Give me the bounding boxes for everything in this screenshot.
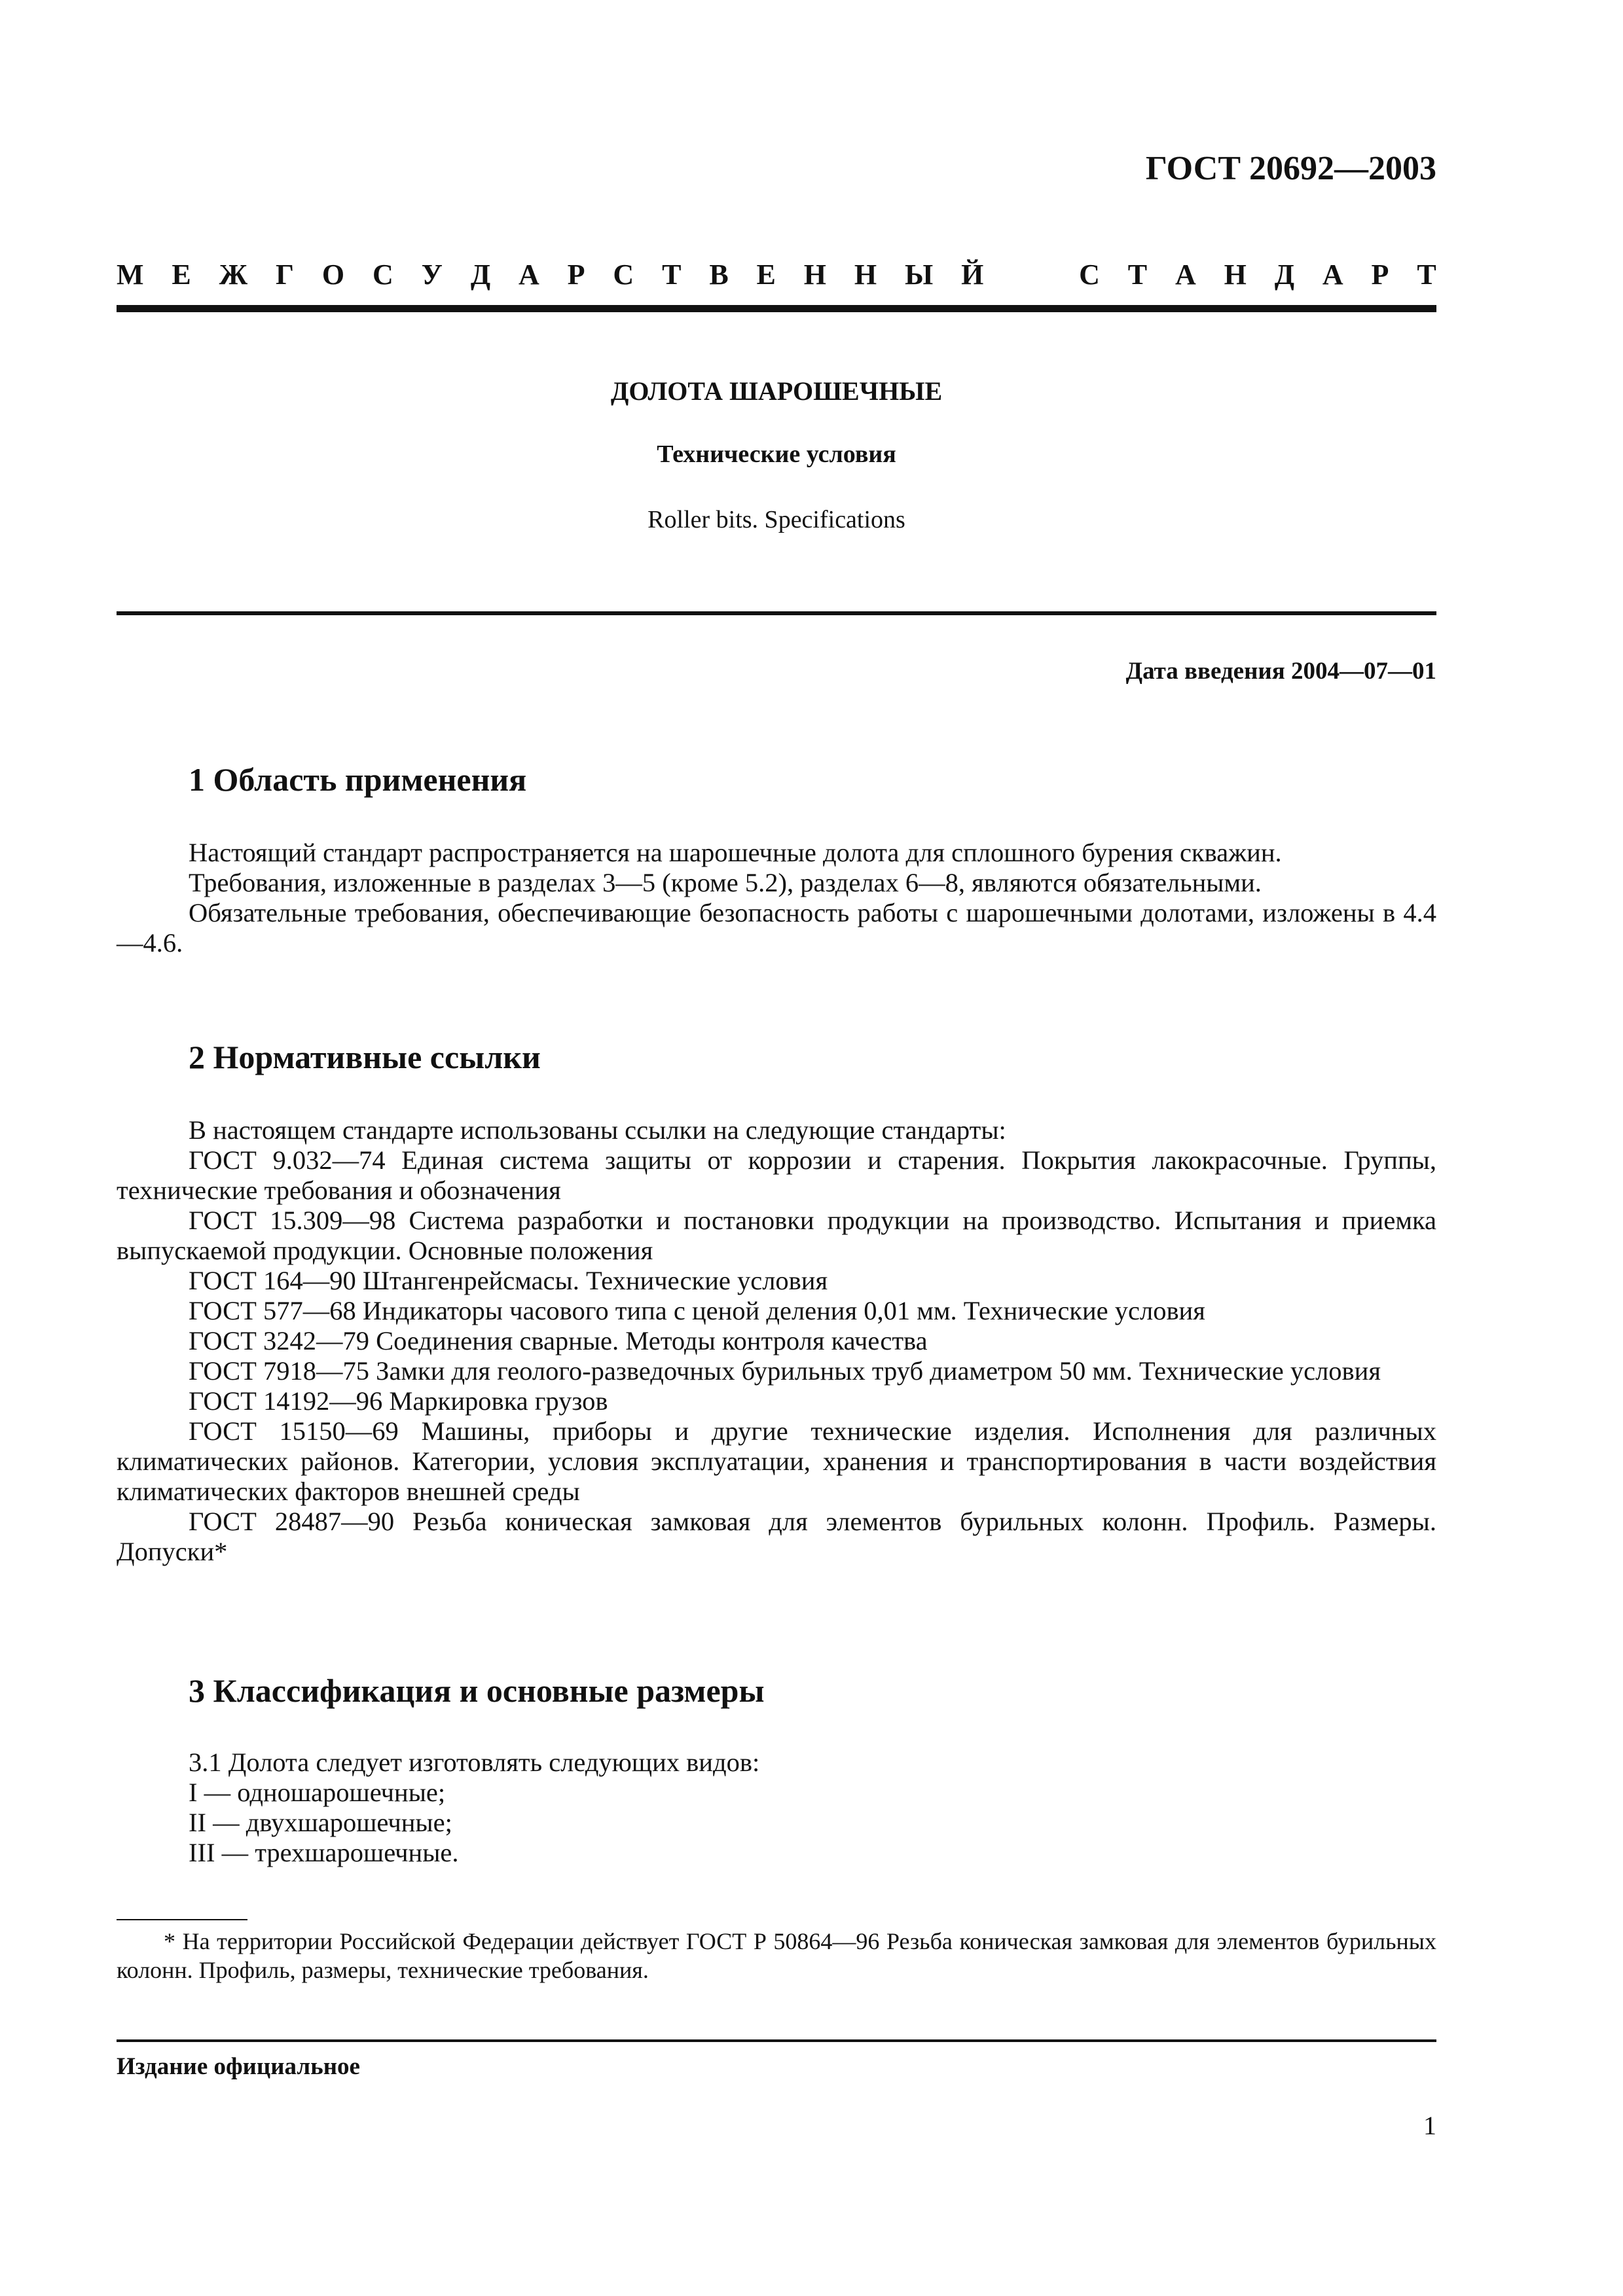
reference-item: ГОСТ 15.309—98 Система разработки и постановки продукции на производство. Испытания и приемка выпускаемой продукции. Основные положения [117,1206,1436,1265]
banner-letter: В [709,259,729,291]
banner-letter: Т [662,259,682,291]
document-page [117,0,1436,2296]
banner-letter: У [421,259,443,291]
page-number: 1 [1423,2111,1436,2140]
section-heading-classification: 3 Классификация и основные размеры [189,1672,765,1709]
introduction-date: Дата введения 2004—07—01 [1125,658,1436,685]
banner-letter: Т [1127,259,1148,291]
section-heading-scope: 1 Область применения [189,761,527,798]
paragraph: 3.1 Долота следует изготовлять следующих видов: [189,1748,760,1777]
banner-letter: С [373,259,393,291]
banner-letter: Е [756,259,776,291]
footnote-rule [117,1919,247,1920]
footer-rule [117,2039,1436,2042]
list-item: I — одношарошечные; [189,1778,446,1807]
reference-item: ГОСТ 7918—75 Замки для геолого-разведочных бурильных труб диаметром 50 мм. Технические условия [189,1356,1381,1386]
interstate-standard-banner [117,258,1436,291]
section-body-normative-references [117,1115,1436,1567]
reference-item: ГОСТ 577—68 Индикаторы часового типа с ценой деления 0,01 мм. Технические условия [189,1296,1205,1325]
reference-item: ГОСТ 3242—79 Соединения сварные. Методы контроля качества [189,1326,928,1355]
section-body-classification [117,1748,1436,1868]
banner-letter: О [321,259,345,291]
paragraph: Настоящий стандарт распространяется на шарошечные долота для сплошного бурения скважин. [189,838,1282,867]
banner-letter: Е [172,259,191,291]
banner-letter: Д [1274,259,1295,291]
banner-letter: Р [567,259,585,291]
banner-letter: Н [1224,259,1247,291]
banner-word-gap [1012,258,1051,291]
document-title-english: Roller bits. Specifications [647,506,905,533]
banner-letter: Н [803,259,827,291]
banner-letter: Т [1417,259,1436,291]
section-body-scope [117,838,1436,958]
document-title: ДОЛОТА ШАРОШЕЧНЫЕ [610,376,943,406]
reference-item: ГОСТ 14192—96 Маркировка грузов [189,1386,608,1416]
footnote-text: * На территории Российской Федерации действует ГОСТ Р 50864—96 Резьба коническая замковая для элементов бурильных колонн. Профиль, размеры, технические требования. [117,1928,1436,1983]
banner-letter: С [1079,259,1100,291]
banner-letter: С [613,259,634,291]
banner-letter: А [519,259,539,291]
paragraph: Обязательные требования, обеспечивающие безопасность работы с шарошечными долотами, изложены в 4.4—4.6. [117,898,1436,958]
paragraph: Требования, изложенные в разделах 3—5 (кроме 5.2), разделах 6—8, являются обязательными. [189,868,1262,897]
banner-letter: Н [854,259,877,291]
reference-item: ГОСТ 164—90 Штангенрейсмасы. Технические условия [189,1266,828,1295]
banner-letter: Г [276,259,295,291]
banner-letter: Й [961,259,984,291]
banner-letter: Д [470,259,491,291]
list-item: III — трехшарошечные. [189,1838,459,1867]
title-rule [117,611,1436,615]
section-heading-normative-references: 2 Нормативные ссылки [189,1039,541,1075]
footnote [117,1927,1436,1984]
list-item: II — двухшарошечные; [189,1808,452,1837]
banner-letter: А [1322,259,1343,291]
banner-letter: Ж [219,259,248,291]
banner-letter: М [117,259,144,291]
reference-item: ГОСТ 15150—69 Машины, приборы и другие технические изделия. Исполнения для различных климатических районов. Категории, условия эксплуатации, хранения и транспортирования в части воздействия климатических факторов внешней среды [117,1416,1436,1506]
edition-label: Издание официальное [117,2053,360,2080]
banner-letter: Ы [905,259,934,291]
header-rule [117,305,1436,312]
banner-letter: А [1175,259,1196,291]
document-subtitle: Технические условия [657,440,896,468]
document-number: ГОСТ 20692—2003 [1145,150,1436,187]
reference-item: ГОСТ 9.032—74 Единая система защиты от коррозии и старения. Покрытия лакокрасочные. Группы, технические требования и обозначения [117,1145,1436,1205]
reference-item: ГОСТ 28487—90 Резьба коническая замковая для элементов бурильных колонн. Профиль. Размеры. Допуски* [117,1507,1436,1566]
banner-letter: Р [1371,259,1389,291]
paragraph: В настоящем стандарте использованы ссылки на следующие стандарты: [189,1115,1006,1145]
